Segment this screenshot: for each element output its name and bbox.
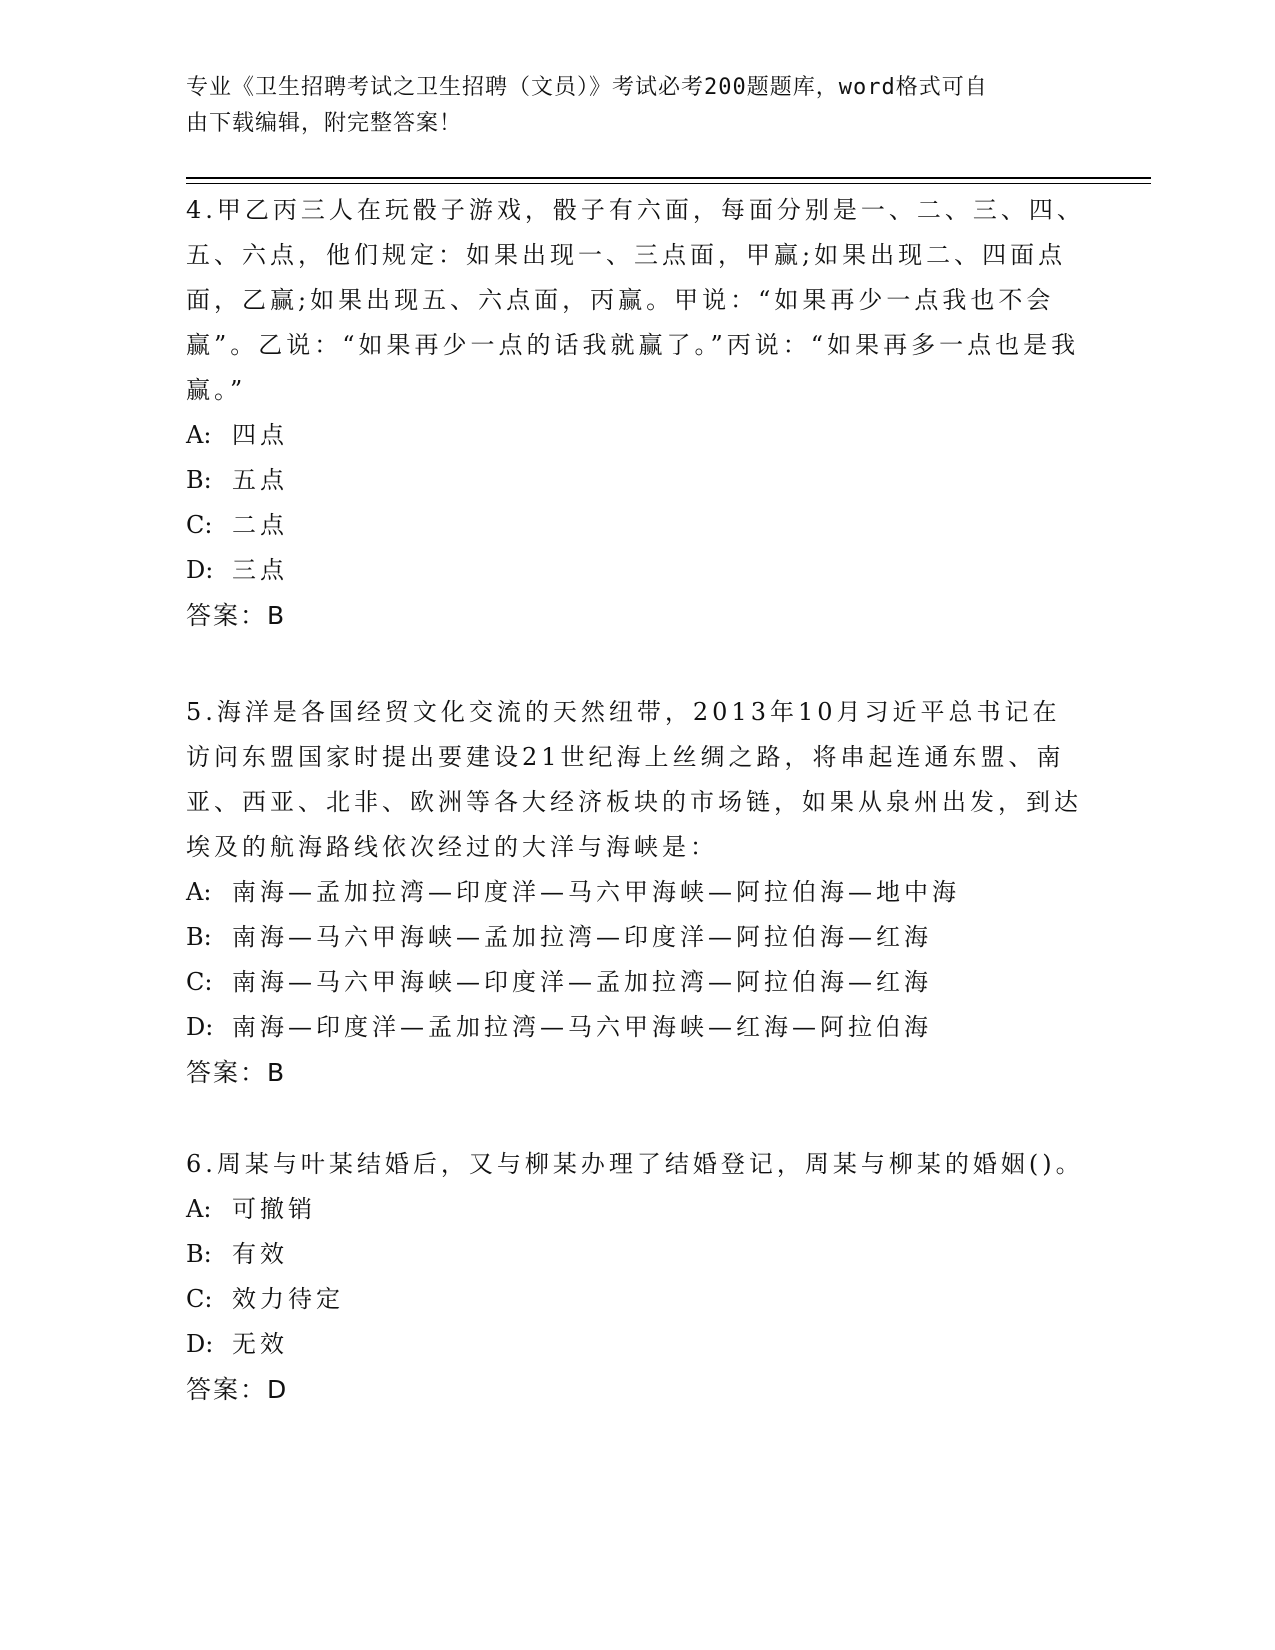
question-block xyxy=(186,188,1086,638)
question-stem: 4.甲乙丙三人在玩骰子游戏，骰子有六面，每面分别是一、二、三、四、五、六点，他们规定：如果出现一、三点面，甲赢;如果出现二、四面点面，乙赢;如果出现五、六点面，丙赢。甲说：“如果再少一点我也不会赢”。乙说：“如果再少一点的话我就赢了。”丙说：“如果再多一点也是我赢。” xyxy=(186,196,1085,404)
option-d xyxy=(186,1005,1086,1050)
option-key: D: xyxy=(186,1330,214,1358)
option-c xyxy=(186,960,1086,1005)
answer-line: 答案：B xyxy=(186,601,287,630)
option-d xyxy=(186,1322,1086,1367)
option-c xyxy=(186,1277,1086,1322)
option-text: 效力待定 xyxy=(232,1285,344,1313)
option-c xyxy=(186,503,1086,548)
option-key: A: xyxy=(186,421,212,449)
option-key: D: xyxy=(186,556,214,584)
document-header xyxy=(186,70,1066,142)
option-text: 南海—马六甲海峡—印度洋—孟加拉湾—阿拉伯海—红海 xyxy=(232,968,932,996)
option-text: 南海—孟加拉湾—印度洋—马六甲海峡—阿拉伯海—地中海 xyxy=(232,878,960,906)
option-text: 无效 xyxy=(232,1330,288,1358)
header-line: 由下载编辑，附完整答案！ xyxy=(186,111,463,136)
option-text: 南海—马六甲海峡—孟加拉湾—印度洋—阿拉伯海—红海 xyxy=(232,923,932,951)
option-b xyxy=(186,915,1086,960)
option-key: C: xyxy=(186,511,213,539)
question-stem: 5.海洋是各国经贸文化交流的天然纽带，2013年10月习近平总书记在访问东盟国家时提出要建设21世纪海上丝绸之路，将串起连通东盟、南亚、西亚、北非、欧洲等各大经济板块的市场链，如果从泉州出发，到达埃及的航海路线依次经过的大洋与海峡是： xyxy=(186,698,1082,861)
question-stem: 6.周某与叶某结婚后，又与柳某办理了结婚登记，周某与柳某的婚姻()。 xyxy=(186,1150,1084,1178)
option-key: C: xyxy=(186,968,213,996)
header-divider-thin xyxy=(186,183,1151,184)
header-divider xyxy=(186,177,1151,179)
question-block xyxy=(186,1142,1086,1412)
question-block xyxy=(186,690,1086,1095)
option-text: 四点 xyxy=(232,421,288,449)
option-text: 五点 xyxy=(232,466,288,494)
option-text: 可撤销 xyxy=(232,1195,316,1223)
option-text: 三点 xyxy=(232,556,288,584)
answer-line: 答案：B xyxy=(186,1058,287,1087)
option-key: D: xyxy=(186,1013,214,1041)
option-d xyxy=(186,548,1086,593)
option-key: C: xyxy=(186,1285,213,1313)
option-text: 二点 xyxy=(232,511,288,539)
option-text: 有效 xyxy=(232,1240,288,1268)
option-text: 南海—印度洋—孟加拉湾—马六甲海峡—红海—阿拉伯海 xyxy=(232,1013,932,1041)
option-b xyxy=(186,458,1086,503)
option-b xyxy=(186,1232,1086,1277)
option-key: A: xyxy=(186,878,212,906)
option-a xyxy=(186,413,1086,458)
option-key: B: xyxy=(186,923,212,951)
header-line: 专业《卫生招聘考试之卫生招聘（文员）》考试必考200题题库，word格式可自 xyxy=(186,75,988,100)
option-a xyxy=(186,870,1086,915)
option-key: A: xyxy=(186,1195,212,1223)
option-a xyxy=(186,1187,1086,1232)
option-key: B: xyxy=(186,1240,212,1268)
answer-line: 答案：D xyxy=(186,1375,289,1404)
option-key: B: xyxy=(186,466,212,494)
